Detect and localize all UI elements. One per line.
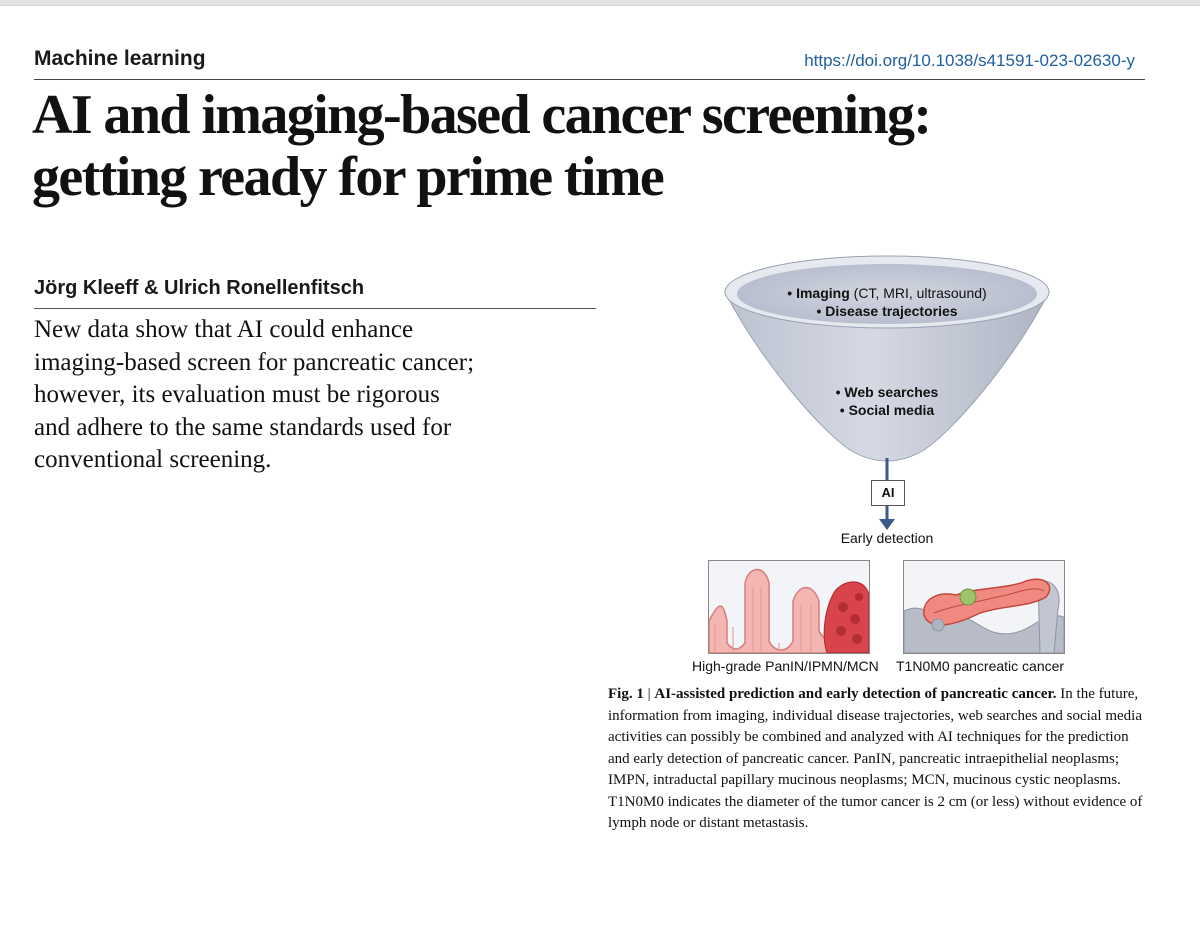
funnel-item-imaging: • Imaging — [787, 285, 850, 301]
funnel-item-imaging-detail: (CT, MRI, ultrasound) — [849, 285, 987, 301]
authors-divider — [34, 308, 596, 309]
article-authors: Jörg Kleeff & Ulrich Ronellenfitsch — [34, 277, 365, 299]
ai-box: AI — [871, 480, 905, 506]
standfirst-line: and adhere to the same standards used for — [34, 413, 452, 441]
panel-pancreatic-cancer — [903, 560, 1065, 654]
caption-body: In the future, information from imaging, individual disease trajectories, web searches and social media activities can possibly be combined and analyzed with AI techniques for the prediction and early detection of pancreatic cancer. PanIN, pancreatic intraepithelial neoplasms; IMPN, intraductal papillary mucinous neoplasms; MCN, mucinous cystic neoplasms. T1N0M0 indicates the diameter of the tumor cancer is 2 cm (or less) without evidence of lymph node or distant metastasis. — [608, 686, 1143, 831]
tumor-icon — [960, 589, 976, 605]
title-line-2: getting ready for prime time — [32, 146, 664, 208]
section-label: Machine learning — [34, 47, 206, 70]
funnel-item-social: • Social media — [839, 402, 935, 418]
early-detection-label: Early detection — [840, 530, 934, 546]
figure-1 — [690, 240, 1090, 680]
funnel-top-label — [750, 284, 1024, 320]
funnel-item-web: • Web searches — [835, 384, 939, 400]
figure-number: Fig. 1 — [608, 686, 644, 702]
standfirst-line: however, its evaluation must be rigorous — [34, 381, 440, 408]
standfirst-line: conventional screening. — [34, 446, 272, 473]
caption-title: AI-assisted prediction and early detection of pancreatic cancer. — [654, 686, 1057, 702]
standfirst-line: imaging-based screen for pancreatic cancer; — [34, 348, 475, 376]
precursor-tissue-illustration — [709, 561, 869, 653]
title-line-1: AI and imaging-based cancer screening: — [32, 84, 931, 146]
funnel-item-trajectories: • Disease trajectories — [816, 303, 958, 319]
standfirst — [34, 314, 594, 477]
caption-separator: | — [643, 686, 655, 702]
pancreas-illustration — [904, 561, 1064, 653]
funnel-middle-label — [800, 383, 974, 419]
standfirst-line: New data show that AI could enhance — [34, 316, 414, 343]
article-title — [32, 84, 1132, 208]
figure-caption — [608, 684, 1153, 835]
browser-top-bar — [0, 0, 1200, 6]
doi-link[interactable]: https://doi.org/10.1038/s41591-023-02630-y — [804, 51, 1135, 70]
panel-right-caption: T1N0M0 pancreatic cancer — [896, 658, 1065, 674]
panel-left-caption: High-grade PanIN/IPMN/MCN — [692, 658, 879, 674]
header-divider — [34, 79, 1145, 80]
panel-precursor-lesion — [708, 560, 870, 654]
arrow-head — [879, 519, 895, 530]
